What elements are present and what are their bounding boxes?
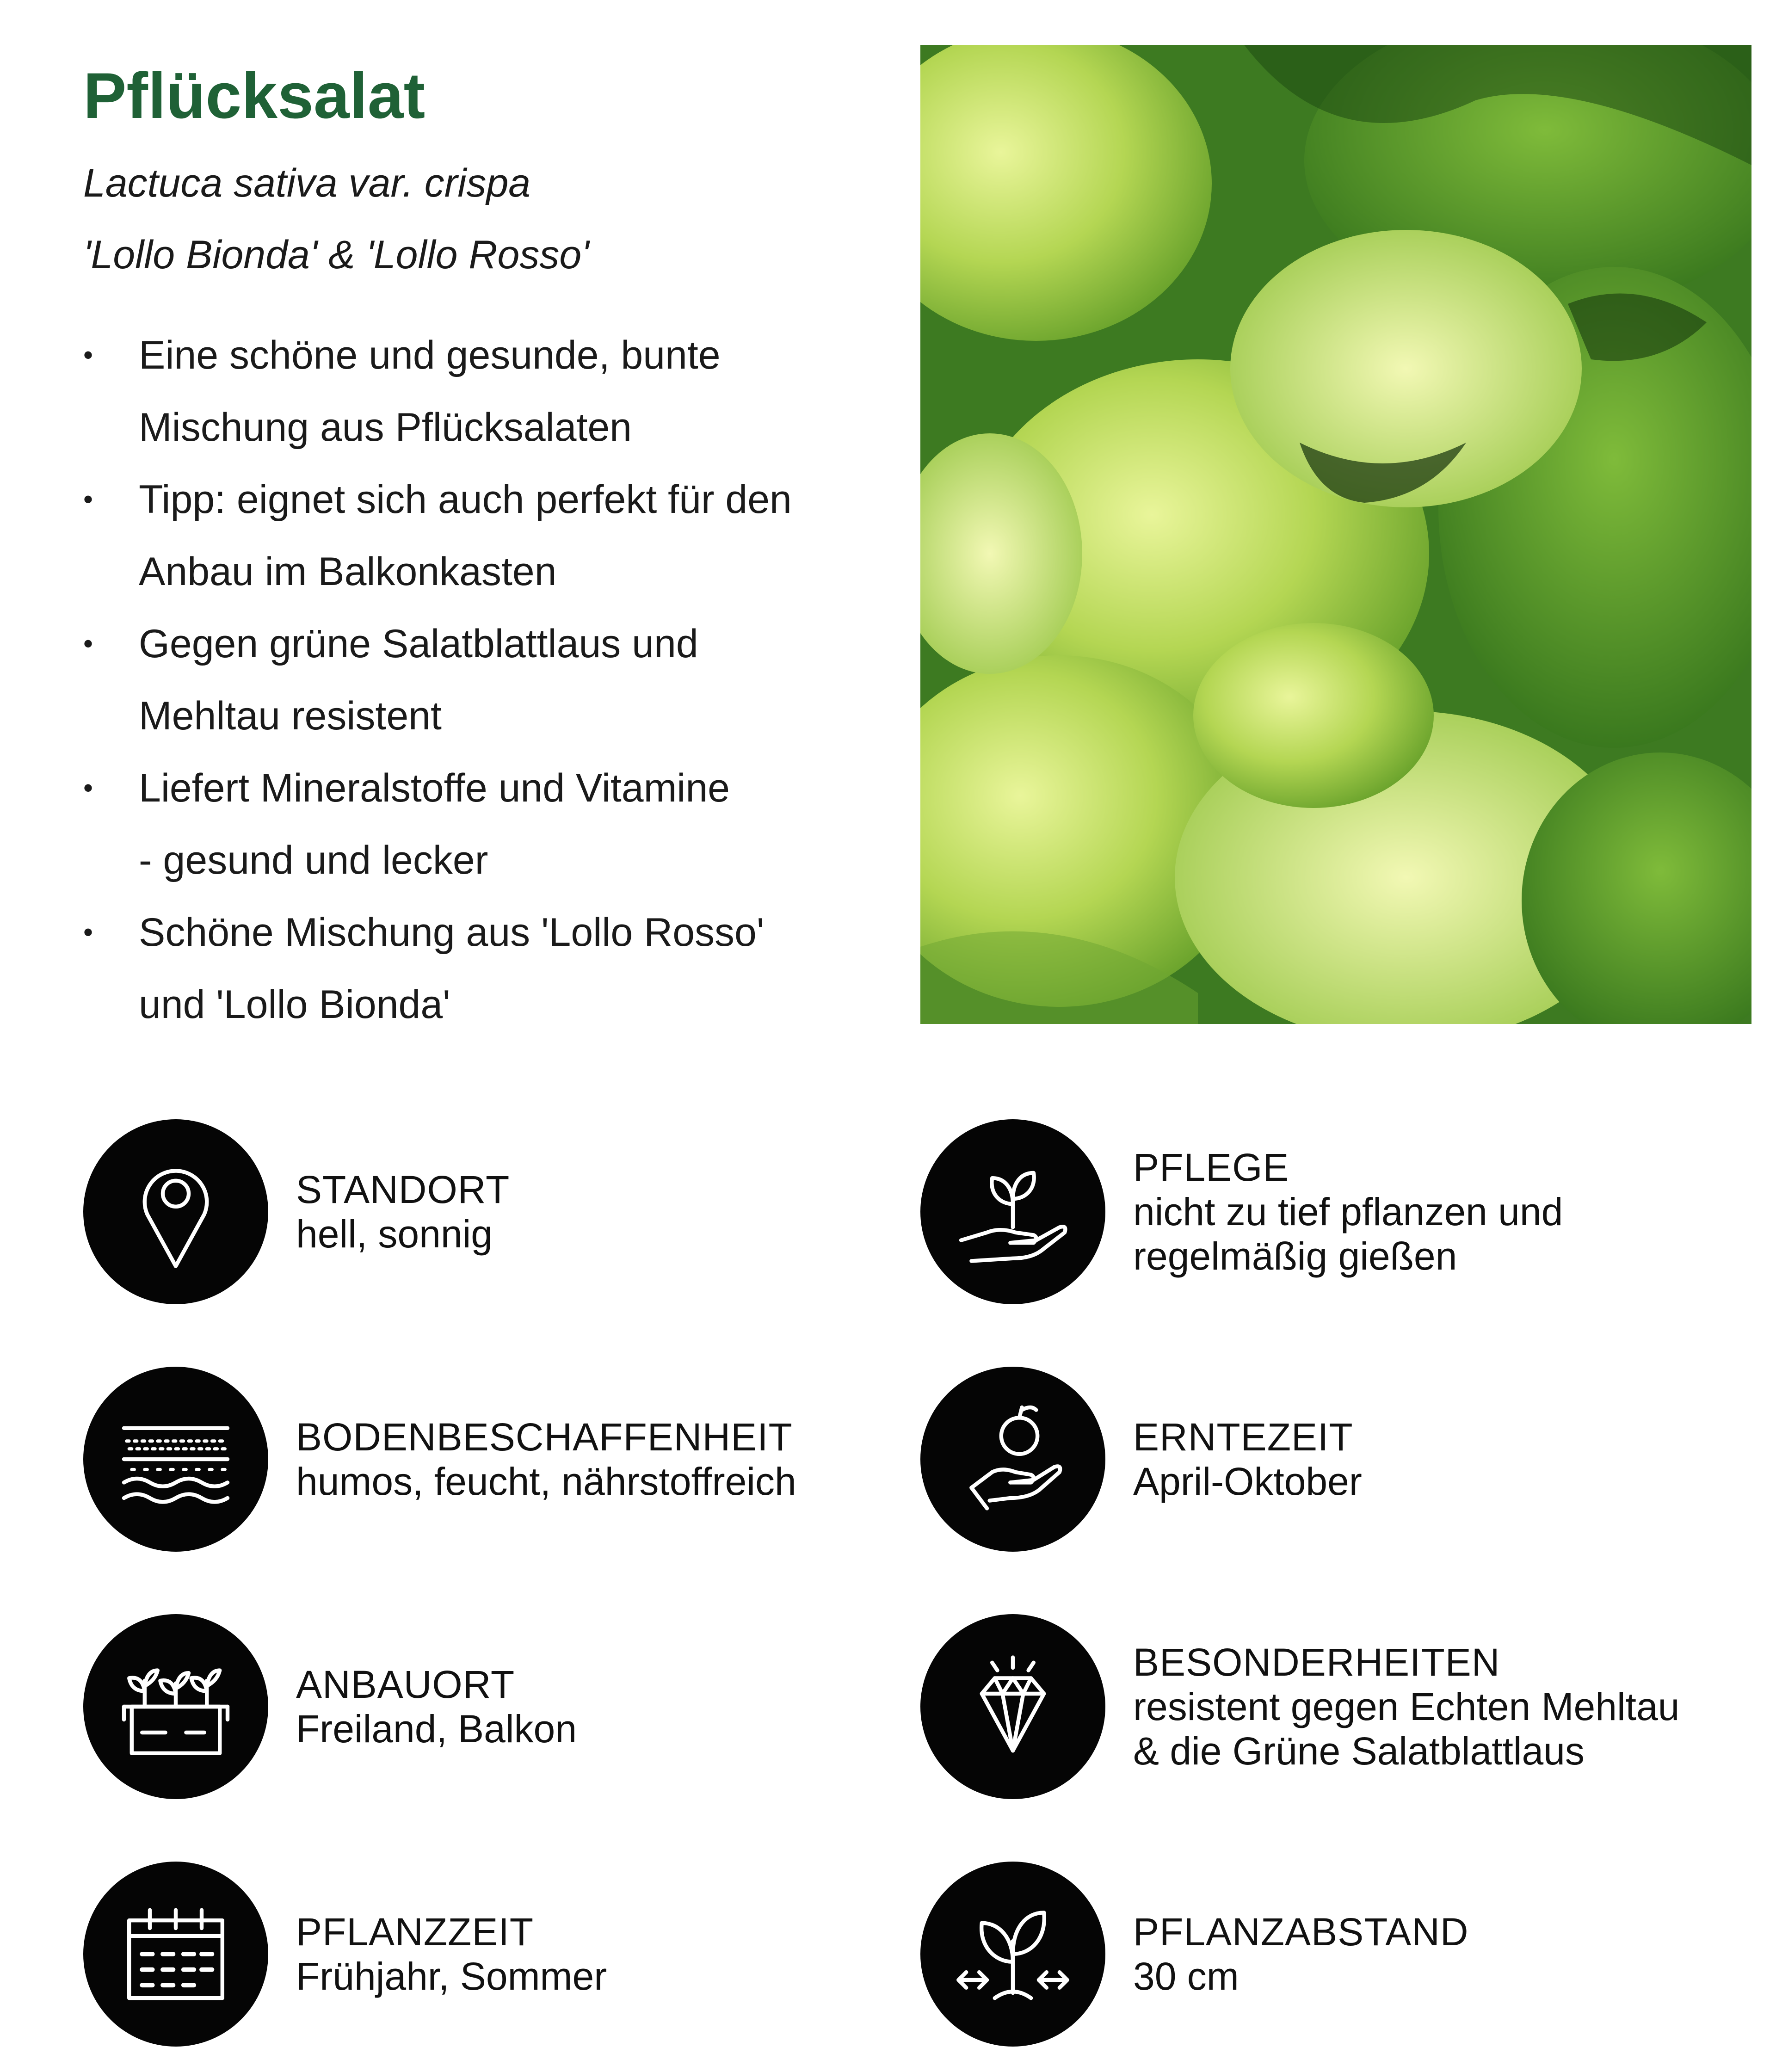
bullet-line: Eine schöne und gesunde, bunte	[139, 333, 721, 377]
bullet-item	[79, 608, 842, 680]
pflege-value-line-1: nicht zu tief pflanzen und	[1133, 1190, 1563, 1233]
location-pin-icon	[111, 1147, 240, 1276]
plant-in-hand-icon	[948, 1147, 1078, 1276]
feature-pflanzzeit	[83, 1862, 870, 2047]
diamond-icon	[948, 1642, 1078, 1771]
bullet-line: und 'Lollo Bionda'	[139, 982, 450, 1027]
bullet-line: Anbau im Balkonkasten	[139, 549, 557, 594]
standort-label: STANDORT	[296, 1168, 510, 1211]
boden-text	[296, 1367, 874, 1552]
feature-anbauort	[83, 1614, 870, 1799]
bullet-line: Mischung aus Pflücksalaten	[139, 405, 632, 450]
plant-spacing-icon	[948, 1889, 1078, 2019]
bullet-line: Gegen grüne Salatblattlaus und	[139, 622, 698, 666]
abstand-text	[1133, 1862, 1711, 2047]
besonderheiten-text	[1133, 1614, 1711, 1799]
feature-standort	[83, 1119, 870, 1304]
ernte-label: ERNTEZEIT	[1133, 1415, 1353, 1459]
bullet-line: Liefert Mineralstoffe und Vitamine	[139, 766, 730, 810]
feature-pflege	[920, 1119, 1707, 1304]
feature-pflanzabstand	[920, 1862, 1707, 2047]
besonderheiten-value-line-1: resistent gegen Echten Mehltau	[1133, 1685, 1680, 1728]
bullet-item	[79, 391, 842, 463]
bullet-dot: •	[83, 628, 93, 659]
anbauort-value: Freiland, Balkon	[296, 1707, 577, 1751]
bullet-dot: •	[83, 917, 93, 948]
lettuce-photo	[920, 45, 1751, 1024]
anbauort-icon-circle	[83, 1614, 268, 1799]
pflanzzeit-icon-circle	[83, 1862, 268, 2047]
feature-bullet-list	[79, 319, 842, 1041]
boden-label: BODENBESCHAFFENHEIT	[296, 1415, 793, 1459]
abstand-label: PFLANZABSTAND	[1133, 1910, 1469, 1954]
pflege-icon-circle	[920, 1119, 1105, 1304]
bullet-item	[79, 463, 842, 536]
bullet-item	[79, 752, 842, 824]
bullet-item	[79, 319, 842, 391]
pflanzzeit-label: PFLANZZEIT	[296, 1910, 534, 1954]
bullet-line: Mehltau resistent	[139, 694, 442, 738]
ernte-value: April-Oktober	[1133, 1460, 1362, 1503]
bullet-item	[79, 824, 842, 896]
ernte-icon-circle	[920, 1367, 1105, 1552]
bullet-dot: •	[83, 339, 93, 370]
bullet-line: - gesund und lecker	[139, 838, 488, 882]
pflege-label: PFLEGE	[1133, 1146, 1289, 1189]
planter-box-icon	[111, 1642, 240, 1771]
variety-names: 'Lollo Bionda' & 'Lollo Rosso'	[83, 233, 589, 277]
ernte-text	[1133, 1367, 1711, 1552]
bullet-dot: •	[83, 484, 93, 515]
botanical-name: Lactuca sativa var. crispa	[83, 161, 531, 205]
besonderheiten-label: BESONDERHEITEN	[1133, 1640, 1500, 1684]
anbauort-label: ANBAUORT	[296, 1663, 515, 1706]
bullet-item	[79, 536, 842, 608]
bullet-item	[79, 680, 842, 752]
abstand-value: 30 cm	[1133, 1955, 1239, 1998]
calendar-icon	[111, 1889, 240, 2019]
fruit-in-hand-icon	[948, 1394, 1078, 1524]
boden-value: humos, feucht, nährstoffreich	[296, 1460, 796, 1503]
boden-icon-circle	[83, 1367, 268, 1552]
standort-icon-circle	[83, 1119, 268, 1304]
pflege-text	[1133, 1119, 1711, 1304]
anbauort-text	[296, 1614, 874, 1799]
bullet-dot: •	[83, 772, 93, 803]
bullet-item	[79, 968, 842, 1041]
besonderheiten-value-line-2: & die Grüne Salatblattlaus	[1133, 1729, 1585, 1773]
pflege-value-line-2: regelmäßig gießen	[1133, 1234, 1457, 1278]
standort-text	[296, 1119, 874, 1304]
bullet-item	[79, 896, 842, 968]
feature-bodenbeschaffenheit	[83, 1367, 870, 1552]
bullet-line: Tipp: eignet sich auch perfekt für den	[139, 477, 792, 522]
bullet-line: Schöne Mischung aus 'Lollo Rosso'	[139, 910, 765, 955]
product-title: Pflücksalat	[83, 59, 426, 132]
soil-layers-icon	[111, 1394, 240, 1524]
abstand-icon-circle	[920, 1862, 1105, 2047]
besonderheiten-icon-circle	[920, 1614, 1105, 1799]
standort-value: hell, sonnig	[296, 1212, 493, 1256]
feature-besonderheiten	[920, 1614, 1707, 1799]
pflanzzeit-text	[296, 1862, 874, 2047]
pflanzzeit-value: Frühjahr, Sommer	[296, 1955, 607, 1998]
feature-erntezeit	[920, 1367, 1707, 1552]
